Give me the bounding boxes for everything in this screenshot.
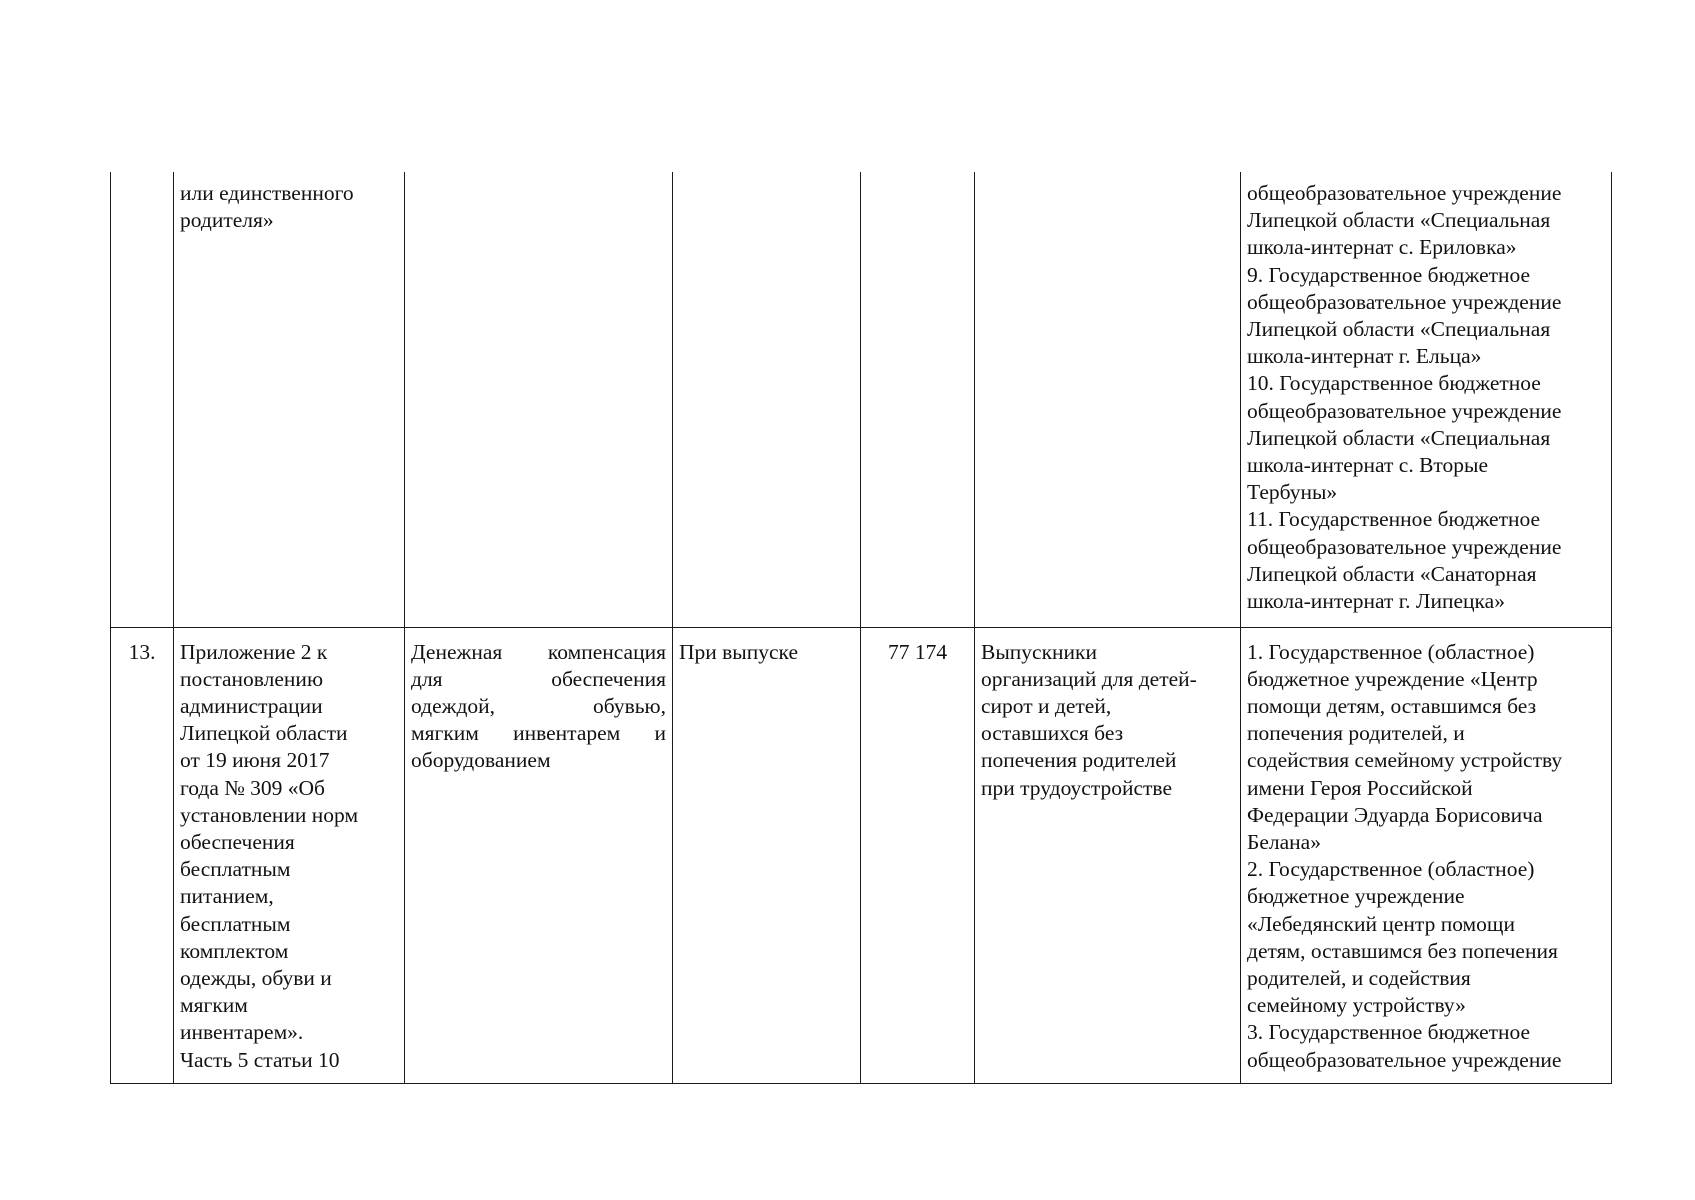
institution-line: школа-интернат с. Ериловка» (1247, 235, 1517, 260)
legal-basis-line: от 19 июня 2017 (180, 748, 330, 773)
table-row (111, 172, 1612, 627)
institution-line: Липецкой области «Специальная (1247, 208, 1551, 233)
benefit-description-cell (405, 172, 673, 627)
institution-line: семейному устройству» (1247, 993, 1466, 1018)
legal-basis-line: питанием, (180, 884, 274, 909)
description-line: для обеспечения (411, 666, 666, 691)
institution-line: Тербуны» (1247, 480, 1338, 505)
recipients-cell (975, 172, 1241, 627)
institution-line: Липецкой области «Специальная (1247, 317, 1551, 342)
description-line: Денежная компенсация (411, 639, 666, 664)
recipients-cell (975, 627, 1241, 1083)
recipients-line: Выпускники (981, 639, 1097, 664)
institution-line: общеобразовательное учреждение (1247, 181, 1562, 205)
row-number-cell: 13. (111, 627, 174, 1083)
institution-line: школа-интернат г. Липецка» (1247, 589, 1505, 614)
institution-line: общеобразовательное учреждение (1247, 289, 1562, 314)
recipients-line: сирот и детей, (981, 693, 1112, 718)
institution-line: Белана» (1247, 829, 1321, 854)
legal-basis-line: Липецкой области (180, 721, 348, 746)
benefits-table (110, 172, 1612, 1084)
institution-line: Федерации Эдуарда Борисовича (1247, 802, 1543, 827)
legal-basis-line: администрации (180, 693, 323, 718)
recipients-line: оставшихся без (981, 721, 1124, 746)
legal-basis-line: Приложение 2 к (180, 639, 328, 664)
legal-basis-line: Часть 5 статьи 10 (180, 1047, 340, 1072)
institution-line: «Лебедянский центр помощи (1247, 911, 1515, 936)
legal-basis-line: бесплатным (180, 857, 291, 882)
institution-line: 9. Государственное бюджетное (1247, 262, 1531, 287)
legal-basis-line: установлении норм (180, 802, 359, 827)
institution-line: детям, оставшимся без попечения (1247, 938, 1558, 963)
benefit-description-cell (405, 627, 673, 1083)
legal-basis-line: родителя» (180, 208, 274, 233)
institution-line: помощи детям, оставшимся без (1247, 693, 1537, 718)
institution-line: Липецкой области «Санаторная (1247, 561, 1537, 586)
legal-basis-cell (174, 627, 405, 1083)
legal-basis-cell (174, 172, 405, 627)
institution-line: имени Героя Российской (1247, 775, 1473, 800)
institution-line: школа-интернат г. Ельца» (1247, 344, 1482, 369)
payment-period-cell (673, 172, 861, 627)
legal-basis-line: мягким (180, 993, 248, 1018)
legal-basis-line: года № 309 «Об (180, 775, 325, 800)
recipients-line: попечения родителей (981, 748, 1177, 773)
institution-line: общеобразовательное учреждение (1247, 534, 1562, 559)
institution-line: 3. Государственное бюджетное (1247, 1020, 1531, 1045)
legal-basis-line: бесплатным (180, 911, 291, 936)
legal-basis-line: постановлению (180, 666, 324, 691)
institution-line: 11. Государственное бюджетное (1247, 507, 1541, 532)
row-number-cell (111, 172, 174, 627)
institution-line: 10. Государственное бюджетное (1247, 371, 1541, 396)
institution-line: 1. Государственное (областное) (1247, 639, 1535, 664)
legal-basis-line: или единственного (180, 181, 354, 205)
legal-basis-line: одежды, обуви и (180, 965, 332, 990)
institution-line: бюджетное учреждение (1247, 884, 1465, 909)
amount-cell: 77 174 (861, 627, 975, 1083)
institution-line: бюджетное учреждение «Центр (1247, 666, 1538, 691)
amount-cell (861, 172, 975, 627)
recipients-line: организаций для детей- (981, 666, 1197, 691)
institution-line: общеобразовательное учреждение (1247, 398, 1562, 423)
institutions-cell (1241, 172, 1612, 627)
institution-line: попечения родителей, и (1247, 721, 1465, 746)
table-row (111, 627, 1612, 1083)
institution-line: Липецкой области «Специальная (1247, 425, 1551, 450)
payment-period-cell: При выпуске (673, 627, 861, 1083)
institution-line: 2. Государственное (областное) (1247, 857, 1535, 882)
legal-basis-line: инвентарем». (180, 1020, 304, 1045)
institutions-cell (1241, 627, 1612, 1083)
recipients-line: при трудоустройстве (981, 775, 1172, 800)
institution-line: школа-интернат с. Вторые (1247, 453, 1489, 478)
institution-line: содействия семейному устройству (1247, 748, 1563, 773)
description-line: оборудованием (411, 748, 551, 773)
legal-basis-line: комплектом (180, 938, 289, 963)
institution-line: родителей, и содействия (1247, 965, 1471, 990)
description-line: одеждой, обувью, (411, 693, 666, 718)
institution-line: общеобразовательное учреждение (1247, 1047, 1562, 1072)
description-line: мягким инвентарем и (411, 721, 666, 746)
legal-basis-line: обеспечения (180, 829, 295, 854)
